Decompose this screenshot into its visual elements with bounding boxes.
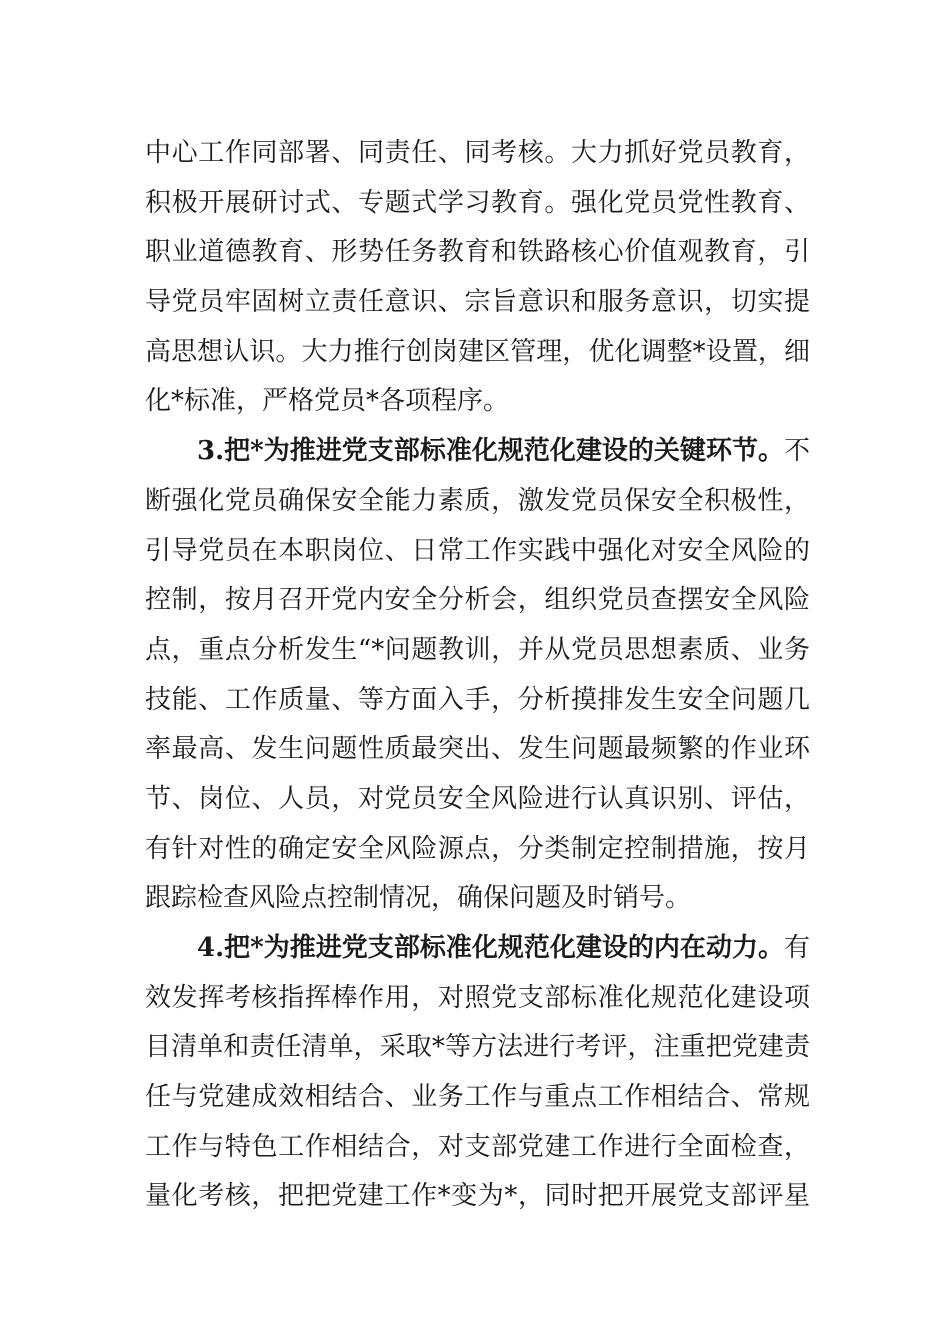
text-line-21: 工作与特色工作相结合，对支部党建工作进行全面检查， [145, 1131, 810, 1162]
body-text [145, 129, 810, 1222]
text-line-12: 技能、工作质量、等方面入手，分析摸排发生安全问题几 [145, 684, 810, 715]
text-line-9: 引导党员在本职岗位、日常工作实践中强化对安全风险的 [145, 535, 810, 566]
text-line-11: 点，重点分析发生“*问题教训，并从党员思想素质、业务 [145, 634, 810, 665]
section-3-first-line [145, 427, 810, 477]
text-line-13: 率最高、发生问题性质最突出、发生问题最频繁的作业环 [145, 734, 810, 765]
text-line-15: 有针对性的确定安全风险源点，分类制定控制措施，按月 [145, 833, 810, 864]
text-line-8: 断强化党员确保安全能力素质，激发党员保安全积极性， [145, 485, 810, 516]
text-line-3: 职业道德教育、形势任务教育和铁路核心价值观教育，引 [145, 237, 810, 268]
text-line-5: 高思想认识。大力推行创岗建区管理，优化调整*设置，细 [145, 336, 810, 367]
text-line-19: 目清单和责任清单，采取*等方法进行考评，注重把党建责 [145, 1032, 810, 1063]
text-line-6: 化*标准，严格党员*各项程序。 [145, 386, 510, 417]
section-3-first-text: 不 [783, 436, 810, 467]
text-line-2: 积极开展研讨式、专题式学习教育。强化党员党性教育、 [145, 187, 810, 218]
text-line-1: 中心工作同部署、同责任、同考核。大力抓好党员教育， [145, 138, 810, 168]
text-line-20: 任与党建成效相结合、业务工作与重点工作相结合、常规 [145, 1082, 810, 1113]
text-line-14: 节、岗位、人员，对党员安全风险进行认真识别、评估， [145, 783, 810, 814]
text-line-22: 量化考核，把把党建工作*变为*，同时把开展党支部评星 [145, 1181, 810, 1212]
section-4-first-text: 有 [783, 933, 810, 963]
text-line-4: 导党员牢固树立责任意识、宗旨意识和服务意识，切实提 [145, 287, 810, 318]
section-4-first-line [145, 924, 810, 974]
text-line-10: 控制，按月召开党内安全分析会，组织党员查摆安全风险 [145, 585, 810, 616]
text-line-18: 效发挥考核指挥棒作用，对照党支部标准化规范化建设项 [145, 982, 810, 1013]
section-3-heading: 3.把*为推进党支部标准化规范化建设的关键环节。 [197, 436, 784, 467]
text-line-16: 跟踪检查风险点控制情况，确保问题及时销号。 [145, 883, 692, 914]
section-4-heading: 4.把*为推进党支部标准化规范化建设的内在动力。 [197, 933, 784, 963]
